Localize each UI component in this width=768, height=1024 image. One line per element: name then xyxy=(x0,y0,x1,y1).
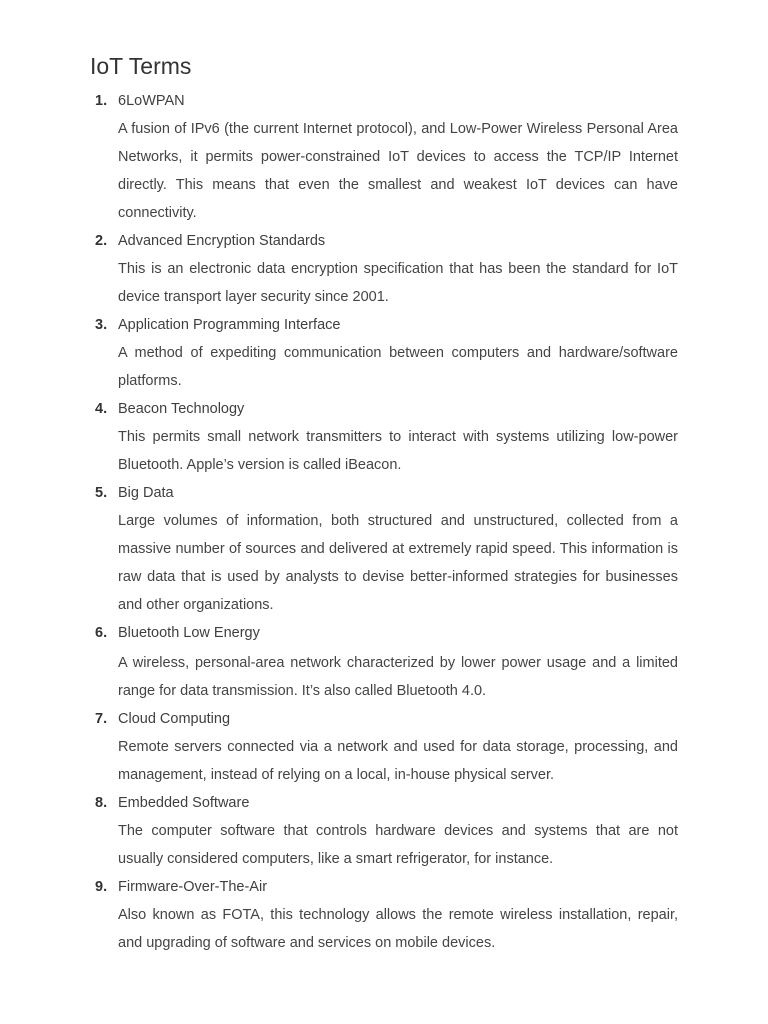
term-description: The computer software that controls hardware devices and systems that are not usually considered computers, like a smart refrigerator, for instance. xyxy=(118,823,678,867)
list-item xyxy=(90,789,678,873)
term-number: 4. xyxy=(95,401,108,417)
term-number: 6. xyxy=(95,625,108,641)
list-item xyxy=(90,619,678,705)
term-number: 5. xyxy=(95,485,108,501)
list-item xyxy=(90,705,678,789)
term-name: Bluetooth Low Energy xyxy=(118,625,260,641)
term-description: A method of expediting communication between computers and hardware/software platforms. xyxy=(118,345,678,389)
term-name: 6LoWPAN xyxy=(118,93,185,109)
term-name: Embedded Software xyxy=(118,795,250,811)
term-name: Application Programming Interface xyxy=(118,317,341,333)
term-name: Cloud Computing xyxy=(118,711,231,727)
list-item xyxy=(90,311,678,395)
term-number: 2. xyxy=(95,233,108,249)
term-name: Beacon Technology xyxy=(118,401,245,417)
term-number: 1. xyxy=(95,93,108,109)
term-description: This is an electronic data encryption specification that has been the standard for IoT device transport layer security since 2001. xyxy=(118,261,678,305)
term-name: Big Data xyxy=(118,485,174,501)
term-number: 7. xyxy=(95,711,108,727)
page-title: IoT Terms xyxy=(90,53,192,79)
list-item xyxy=(90,873,678,957)
term-number: 9. xyxy=(95,879,108,895)
list-item xyxy=(90,479,678,619)
list-item xyxy=(90,395,678,479)
term-name: Firmware-Over-The-Air xyxy=(118,879,268,895)
term-list xyxy=(90,87,678,957)
term-description: A fusion of IPv6 (the current Internet protocol), and Low-Power Wireless Personal Area Networks, it permits power-constrained IoT devices to access the TCP/IP Internet directly. This means that even the smallest and weakest IoT devices can have connectivity. xyxy=(118,121,678,221)
term-description: This permits small network transmitters to interact with systems utilizing low-power Bluetooth. Apple’s version is called iBeacon. xyxy=(118,429,678,473)
term-description: A wireless, personal-area network characterized by lower power usage and a limited range for data transmission. It’s also called Bluetooth 4.0. xyxy=(118,655,678,699)
term-number: 8. xyxy=(95,795,108,811)
term-description: Large volumes of information, both structured and unstructured, collected from a massive number of sources and delivered at extremely rapid speed. This information is raw data that is used by analysts to devise better-informed strategies for businesses and other organizations. xyxy=(118,513,678,613)
list-item xyxy=(90,87,678,227)
term-description: Remote servers connected via a network and used for data storage, processing, and management, instead of relying on a local, in-house physical server. xyxy=(118,739,678,783)
term-number: 3. xyxy=(95,317,108,333)
list-item xyxy=(90,227,678,311)
term-description: Also known as FOTA, this technology allows the remote wireless installation, repair, and upgrading of software and services on mobile devices. xyxy=(118,907,678,951)
term-name: Advanced Encryption Standards xyxy=(118,233,326,249)
